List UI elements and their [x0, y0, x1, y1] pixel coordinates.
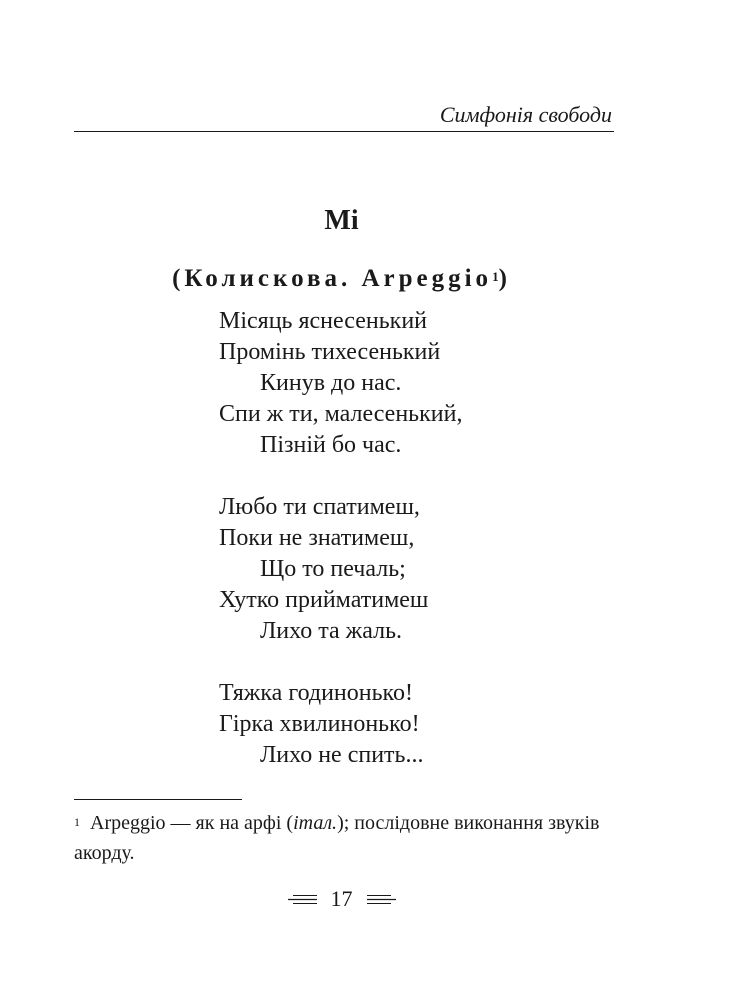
- stanza-gap: [219, 461, 462, 492]
- poem-line: Тяжка годинонько!: [219, 680, 413, 706]
- poem-line: Пізній бо час.: [260, 432, 402, 458]
- running-head: Симфонія свободи: [439, 102, 612, 127]
- poem-line: Гірка хвилинонько!: [219, 711, 420, 737]
- subtitle-close: ): [498, 265, 511, 292]
- poem-line: Кинув до нас.: [260, 370, 402, 396]
- poem-line: Промінь тихесенький: [219, 339, 441, 365]
- footnote: [74, 808, 634, 868]
- poem-line: Любо ти спатимеш,: [219, 494, 420, 520]
- poem-body: [219, 306, 462, 771]
- footnote-marker: 1: [74, 815, 80, 829]
- poem-line: Хутко прийматимеш: [219, 587, 429, 613]
- footnote-rule: [74, 799, 242, 800]
- footnote-reference[interactable]: 1: [492, 269, 499, 284]
- subtitle-text: (Колискова. Arpeggio: [172, 265, 493, 292]
- poem-line: Що то печаль;: [260, 556, 406, 582]
- poem-subtitle: [0, 262, 683, 296]
- poem-line: Лихо не спить...: [260, 742, 424, 768]
- stanza-gap: [219, 647, 462, 678]
- poem-title: Мі: [324, 205, 359, 236]
- page-number: 17: [330, 886, 353, 911]
- poem-line: Лихо та жаль.: [260, 618, 403, 644]
- folio: [0, 884, 683, 914]
- poem-line: Поки не знатимеш,: [219, 525, 415, 551]
- poem-line: Місяць яснесенький: [219, 308, 428, 334]
- footnote-language: італ.: [293, 812, 338, 834]
- header-rule: [74, 131, 614, 132]
- folio-ornament-left-icon: [285, 894, 317, 905]
- footnote-text: ); послідовне виконання звуків акорду.: [74, 812, 600, 864]
- footnote-term: Arpeggio — як на арфі (: [90, 812, 294, 834]
- poem-line: Спи ж ти, малесенький,: [219, 401, 463, 427]
- folio-ornament-right-icon: [367, 894, 399, 905]
